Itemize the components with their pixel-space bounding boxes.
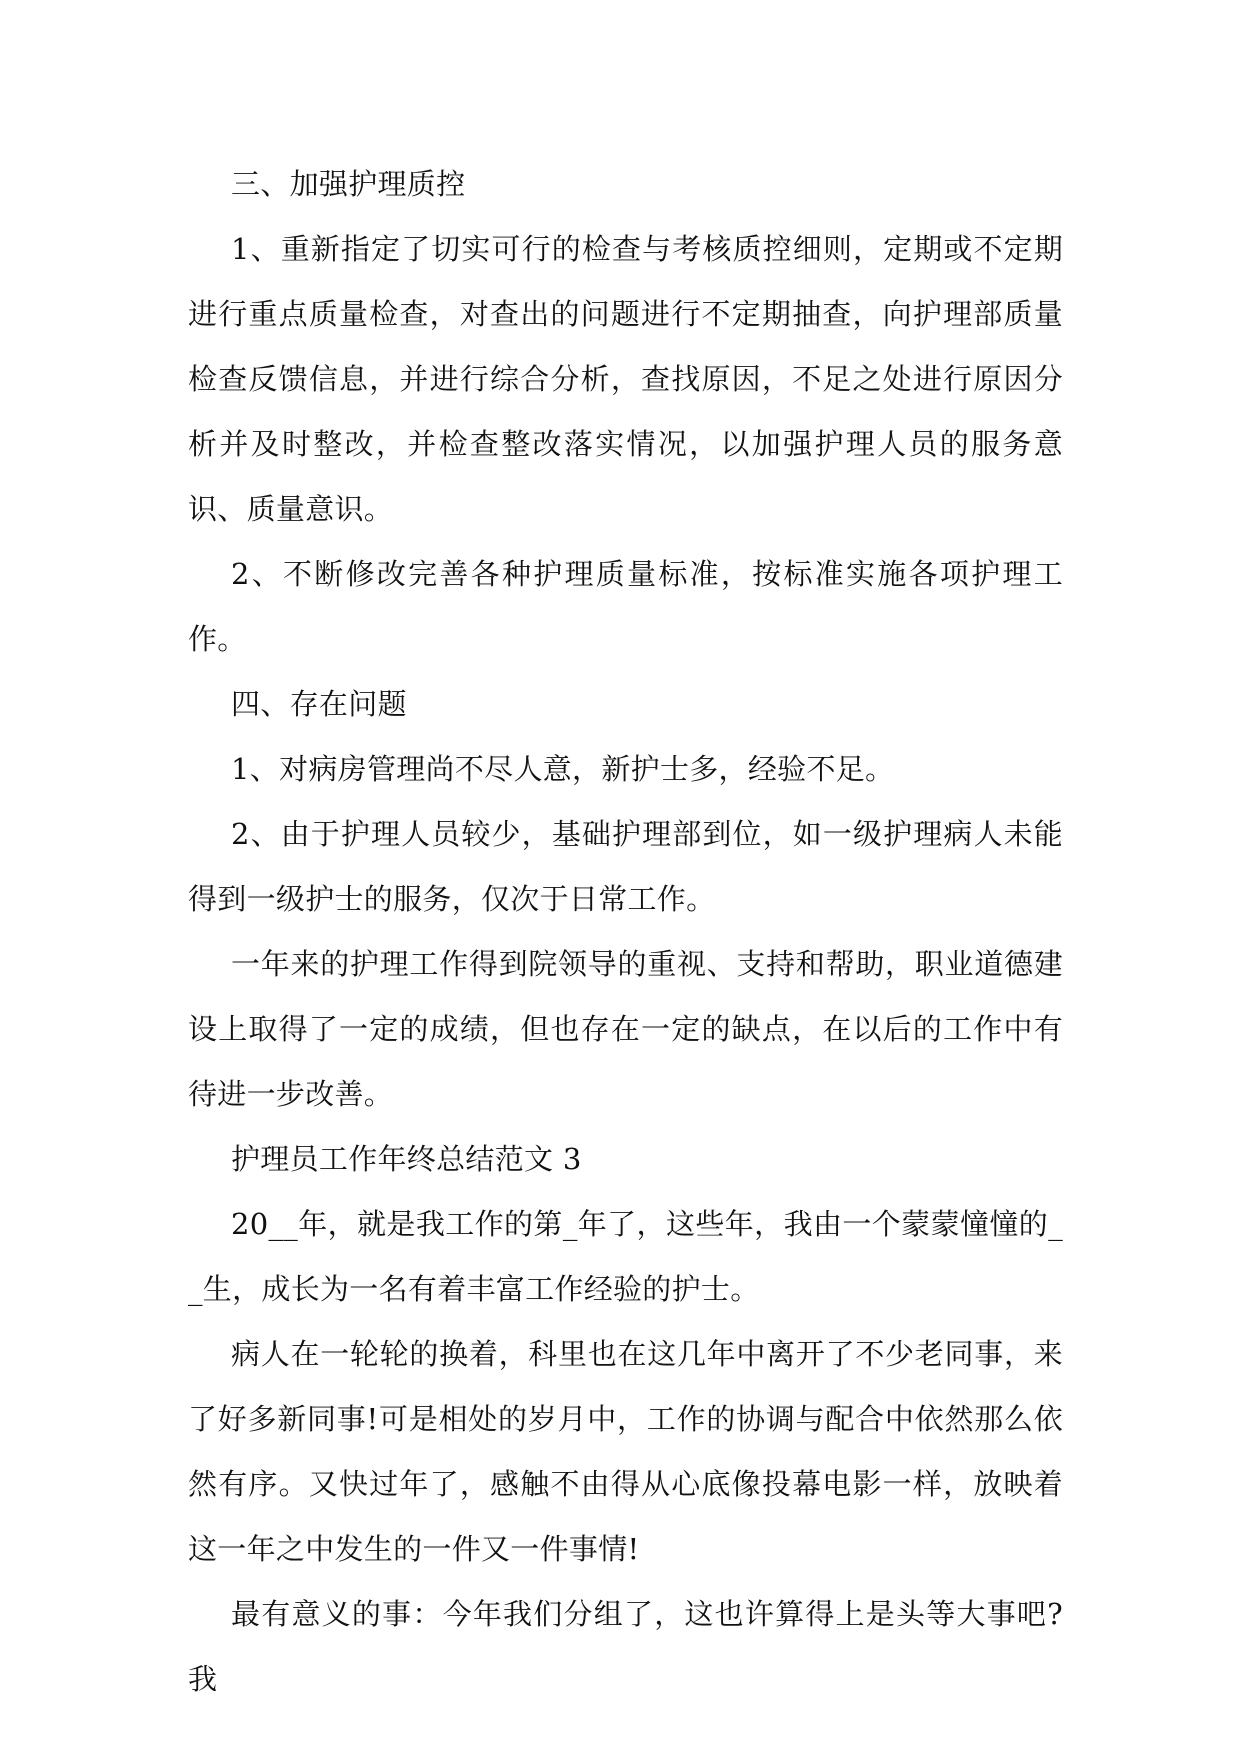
document-body — [188, 152, 1063, 1712]
paragraph-ward-management: 1、对病房管理尚不尽人意，新护士多，经验不足。 — [231, 752, 895, 786]
paragraph-year-summary: 一年来的护理工作得到院领导的重视、支持和帮助，职业道德建设上取得了一定的成绩，但也存在一定的缺点，在以后的工作中有待进一步改善。 — [188, 947, 1063, 1111]
section-heading-existing-problems: 四、存在问题 — [231, 687, 407, 721]
paragraph-most-meaningful: 最有意义的事：今年我们分组了，这也许算得上是头等大事吧?我 — [188, 1597, 1063, 1696]
paragraph-quality-inspection: 1、重新指定了切实可行的检查与考核质控细则，定期或不定期进行重点质量检查，对查出的问题进行不定期抽查，向护理部质量检查反馈信息，并进行综合分析，查找原因，不足之处进行原因分析并及时整改，并检查整改落实情况，以加强护理人员的服务意识、质量意识。 — [188, 232, 1063, 526]
paragraph-career-growth: 20__年，就是我工作的第_年了，这些年，我由一个蒙蒙憧憧的__生，成长为一名有着丰富工作经验的护士。 — [188, 1207, 1063, 1306]
paragraph-colleagues: 病人在一轮轮的换着，科里也在这几年中离开了不少老同事，来了好多新同事!可是相处的岁月中，工作的协调与配合中依然那么依然有序。又快过年了，感触不由得从心底像投幕电影一样，放映着这一年之中发生的一件又一件事情! — [188, 1337, 1063, 1566]
section-heading-quality-control: 三、加强护理质控 — [231, 167, 466, 201]
paragraph-staff-shortage: 2、由于护理人员较少，基础护理部到位，如一级护理病人未能得到一级护士的服务，仅次于日常工作。 — [188, 817, 1063, 916]
article-title-sample-3: 护理员工作年终总结范文 3 — [231, 1142, 582, 1176]
paragraph-quality-standards: 2、不断修改完善各种护理质量标准，按标准实施各项护理工作。 — [188, 557, 1063, 656]
